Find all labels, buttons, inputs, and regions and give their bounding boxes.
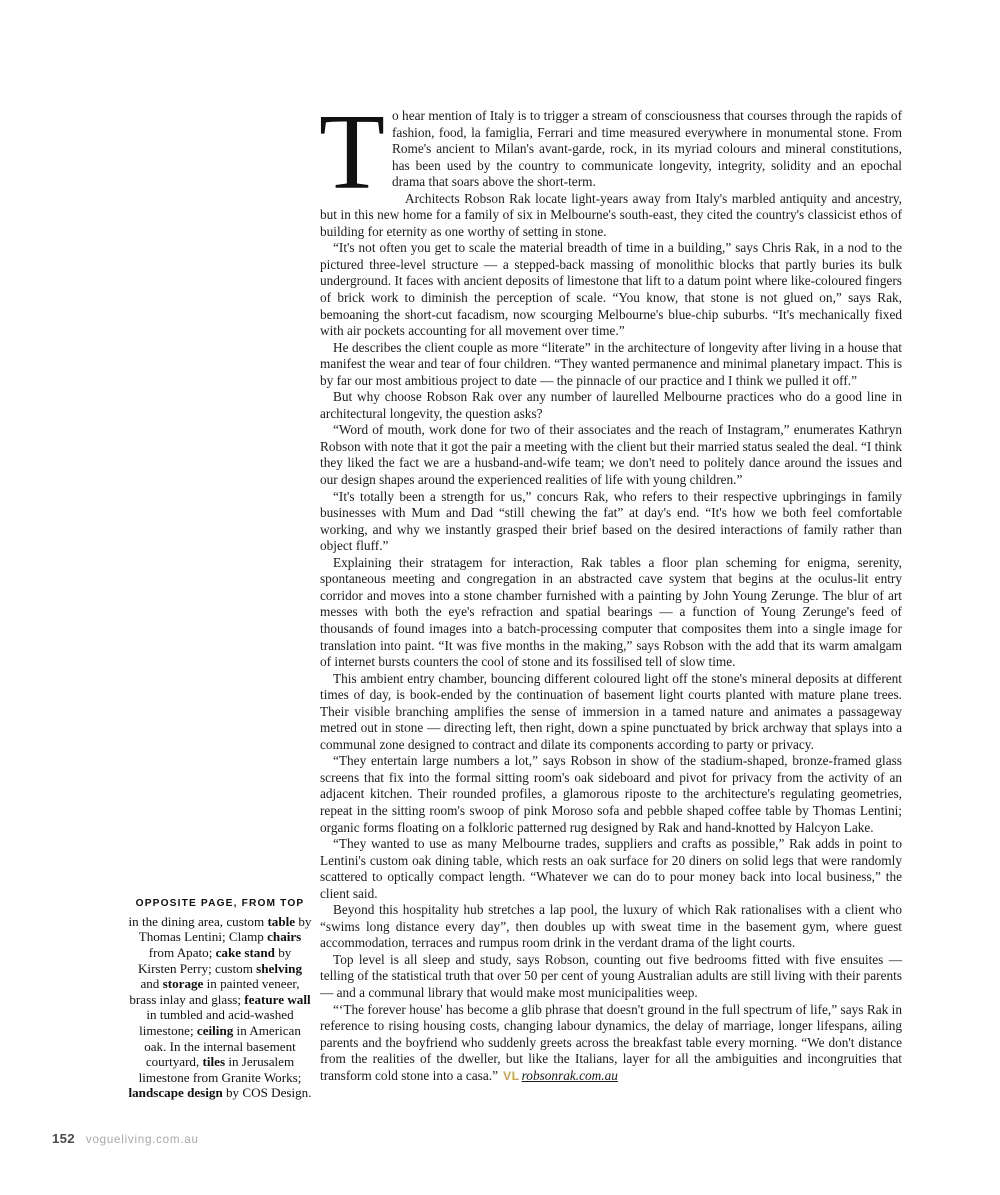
caption-heading: OPPOSITE PAGE, FROM TOP (135, 898, 305, 909)
article-closing-paragraph (320, 1002, 902, 1085)
article-paragraph: “It's totally been a strength for us,” concurs Rak, who refers to their respective upbringings in family businesses with Mum and Dad “still chewing the fat” at day's end. “It's how we both feel comfortable working, and why we instantly grasped their brief based on the desired interactions of family rather than object fluff.” (320, 488, 902, 554)
caption-text: from Apato; (148, 944, 216, 960)
article-paragraph: Architects Robson Rak locate light-years away from Italy's marbled antiquity and ancestry, but in this new home for a family of six in Melbourne's south-east, they cited the country's classicist ethos of building for eternity as one worthy of setting in stone. (320, 190, 902, 239)
article-paragraph: “They entertain large numbers a lot,” says Robson in show of the stadium-shaped, bronze-framed glass screens that fix into the formal sitting room's oak sideboard and pivot for privacy from the activity of an adjacent kitchen. Their rounded profiles, a glamorous riposte to the architecture's regulating geometries, repeat in the sitting room's swoop of pink Moroso sofa and pebble shaped coffee table by Thomas Lentini; organic forms floating on a folkloric patterned rug designed by Rak and hand-knotted by Halcyon Lake. (320, 753, 902, 835)
photo-caption-block (128, 898, 312, 1101)
caption-term: shelving (256, 960, 303, 976)
caption-term: ceiling (196, 1022, 234, 1038)
article-paragraph: But why choose Robson Rak over any number of laurelled Melbourne practices who do a good line in architectural longevity, the question asks? (320, 389, 902, 421)
caption-term: table (267, 913, 296, 929)
article-body (319, 93, 902, 1084)
article-paragraph: Explaining their stratagem for interaction, Rak tables a floor plan scheming for enigma, serenity, spontaneous meeting and congregation in an abstracted cave system that begins at the oculus-lit entry corridor and moves into a stone chamber furnished with a painting by John Young Zerunge. The blur of art messes with both the eye's refraction and spatial bearings — a function of Young Zerunge's feed of thousands of found images into a batch-processing computer that composites them into a single image for translation into paint. “It was five months in the making,” says Robson with the add that its warm amalgam of internet bursts counters the cool of stone and its fossilised tell of slow time. (320, 554, 902, 670)
caption-term: cake stand (215, 944, 275, 960)
article-paragraph: “Word of mouth, work done for two of their associates and the reach of Instagram,” enumerates Kathryn Robson with note that it got the pair a meeting with the client but their married status sealed the deal. “I think they liked the fact we are a husband-and-wife team; we don't need to politely dance around the issues and our design shapes around the experienced realities of life with young children.” (320, 422, 902, 488)
source-website-link[interactable]: robsonrak.com.au (521, 1067, 618, 1083)
caption-text: by Kirsten Perry; custom (137, 944, 292, 976)
article-paragraph: He describes the client couple as more “literate” in the architecture of longevity after living in a house that manifest the wear and tear of four children. “They wanted permanence and minimal planetary impact. This is by far our most ambitious project to date — the pinnacle of our practice and I think we pulled it off.” (320, 339, 902, 388)
article-paragraph: Top level is all sleep and study, says Robson, counting out five bedrooms fitted with five ensuites — telling of the statistical truth that over 50 per cent of young Australian adults are still living with their parents — and a communal library that would make most municipalities weep. (320, 951, 902, 1000)
vogue-living-mark: VL (502, 1068, 520, 1083)
caption-term: feature wall (244, 991, 311, 1007)
article-opening-paragraph (319, 93, 902, 1084)
article-paragraph: o hear mention of Italy is to trigger a stream of consciousness that courses through the rapids of fashion, food, la famiglia, Ferrari and time measured everywhere in monumental stone. From Rome's ancient to Milan's avant-garde, rock, in its myriad colours and mineral constitutions, has been used by the country to communicate longevity, integrity, solidity and an epochal drama that soars above the short-term. (391, 108, 902, 190)
footer-website: vogueliving.com.au (85, 1133, 199, 1146)
caption-text: by Thomas Lentini; Clamp (138, 913, 312, 945)
caption-body (128, 914, 312, 1101)
caption-term: storage (162, 976, 204, 992)
caption-text: in tumbled and acid-washed limestone; (139, 1007, 294, 1038)
closing-paragraph-text: “‘The forever house' has become a glib phrase that doesn't ground in the full spectrum of life,” says Rak in reference to rising housing costs, changing labour dynamics, the delay of marriage, longer lifespans, ailing parents and the boyfriend who suddenly greets across the breakfast table every morning. “We don't distance from the realities of the dweller, but like the Italians, layer for all the ambiguities and incongruities that transform cold stone into a casa.” (320, 1001, 902, 1083)
caption-text: by COS Design. (222, 1085, 312, 1101)
caption-text: in painted veneer, brass inlay and glass; (129, 976, 300, 1007)
drop-cap-letter: T (319, 93, 385, 212)
article-paragraph: “It's not often you get to scale the material breadth of time in a building,” says Chris Rak, in a nod to the pictured three-level structure — a stepped-back massing of monolithic blocks that partly buries its bulk underground. It faces with ancient deposits of limestone that lift to a datum point where like-coloured fingers of brick work to diminish the perception of scale. “You know, that stone is not glued on,” says Rak, bemoaning the short-cut facadism, now scourging Melbourne's blue-chip suburbs. “It's mechanically fixed with air pockets accounting for all movement over time.” (320, 240, 902, 339)
caption-text: and (140, 976, 163, 992)
article-paragraph: This ambient entry chamber, bouncing different coloured light off the stone's mineral deposits at different times of day, is book-ended by the continuation of basement light courts planted with mature plane trees. Their visible branching amplifies the sense of immersion in a tamed nature and animates a passageway metred out in stone — directing left, then right, down a spine punctuated by brick archway that splays into a communal zone designed to contract and dilate its components according to party or privacy. (320, 670, 902, 752)
article-paragraph: Beyond this hospitality hub stretches a lap pool, the luxury of which Rak rationalises with a client who “swims long distance every day”, then doubles up with sweat time in the basement gym, where guest accommodation, terraces and rumpus room drink in the verdant drama of the light courts. (320, 902, 902, 951)
page-footer (52, 1131, 199, 1146)
caption-text: in the dining area, custom (128, 913, 268, 929)
caption-term: tiles (202, 1054, 226, 1070)
article-paragraph: “They wanted to use as many Melbourne trades, suppliers and crafts as possible,” Rak adds in point to Lentini's custom oak dining table, which rests an oak surface for 20 diners on solid legs that were randomly scattered to optically compact length. “Whatever we can do to pour money back into local business,” the client said. (320, 836, 902, 901)
caption-term: chairs (267, 929, 302, 945)
page-number: 152 (52, 1131, 75, 1146)
caption-text: in Jerusalem limestone from Granite Works; (138, 1054, 302, 1085)
article-paragraphs-container (319, 93, 902, 1084)
caption-term: landscape design (128, 1085, 223, 1101)
caption-text: in American oak. In the internal basement courtyard, (144, 1022, 301, 1070)
